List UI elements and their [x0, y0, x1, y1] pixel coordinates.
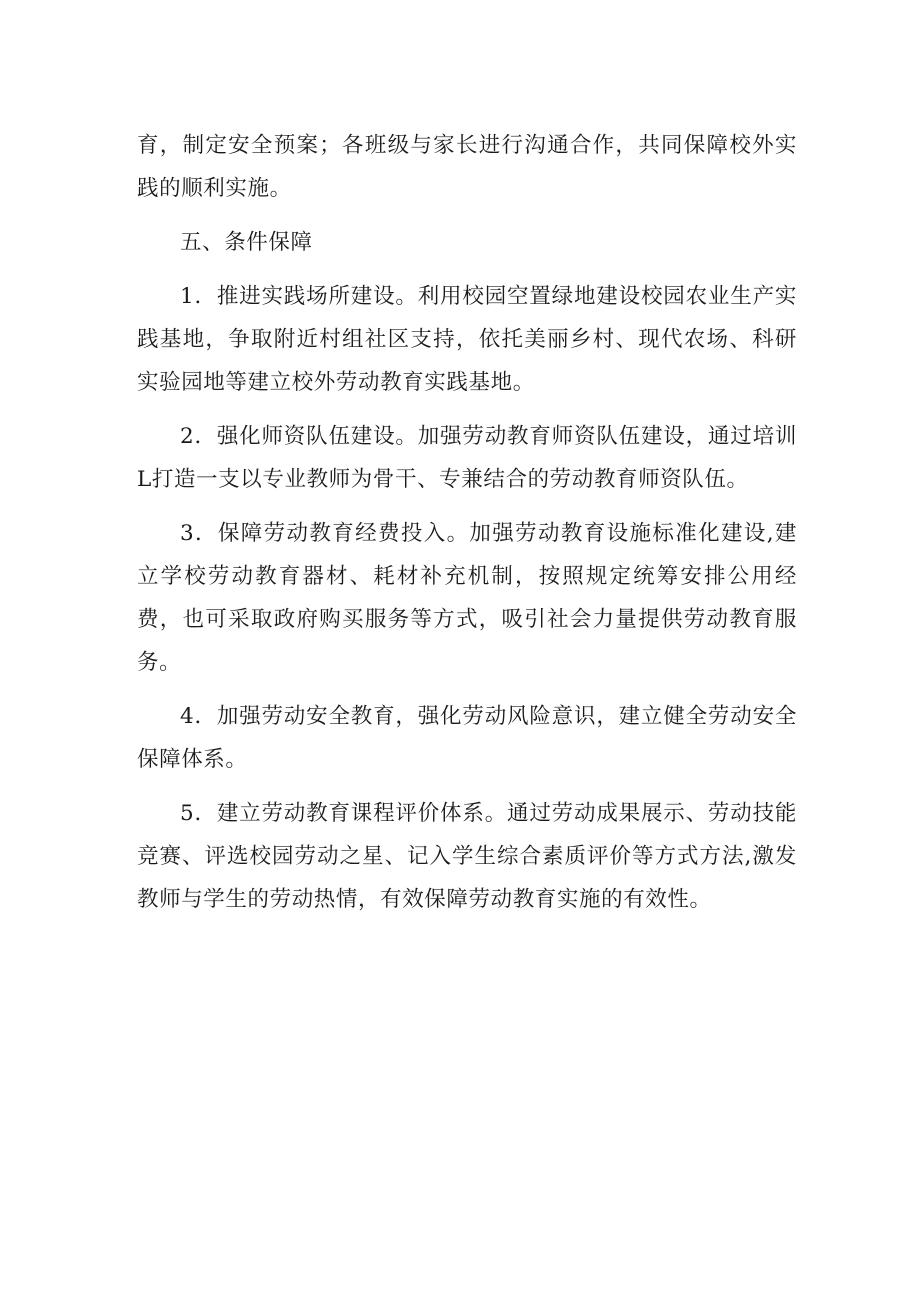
paragraph-item-3: 3．保障劳动教育经费投入。加强劳动教育设施标准化建设,建立学校劳动教育器材、耗材补充机制，按照规定统筹安排公用经费，也可采取政府购买服务等方式，吸引社会力量提供劳动教育服务。: [137, 521, 797, 675]
paragraph-item-2: 2．强化师资队伍建设。加强劳动教育师资队伍建设，通过培训L打造一支以专业教师为骨干、专兼结合的劳动教育师资队伍。: [137, 424, 797, 492]
paragraph-item-4: 4．加强劳动安全教育，强化劳动风险意识，建立健全劳动安全保障体系。: [137, 704, 797, 772]
document-body: [137, 124, 797, 932]
paragraph-continuation: 育，制定安全预案；各班级与家长进行沟通合作，共同保障校外实践的顺利实施。: [137, 133, 797, 201]
section-heading-conditions: 五、条件保障: [180, 230, 313, 255]
paragraph-item-5: 5．建立劳动教育课程评价体系。通过劳动成果展示、劳动技能竞赛、评选校园劳动之星、记入学生综合素质评价等方式方法,激发教师与学生的劳动热情，有效保障劳动教育实施的有效性。: [137, 801, 797, 912]
paragraph-item-1: 1．推进实践场所建设。利用校园空置绿地建设校园农业生产实践基地，争取附近村组社区支持，依托美丽乡村、现代农场、科研实验园地等建立校外劳动教育实践基地。: [137, 284, 797, 395]
